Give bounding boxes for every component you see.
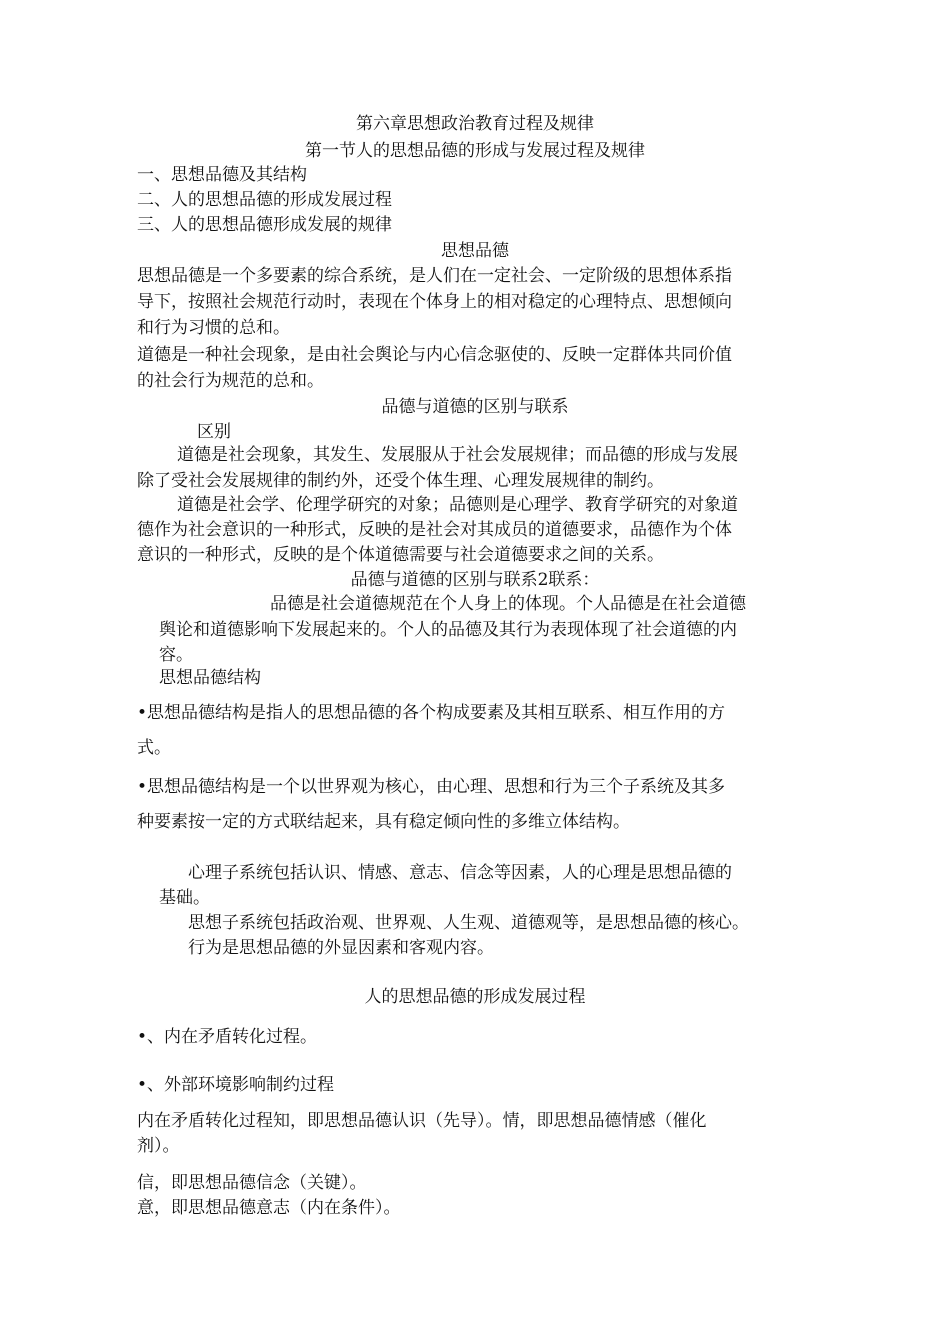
qubie-p2-line-1: 道德是社会学、伦理学研究的对象；品德则是心理学、教育学研究的对象道 [177, 495, 738, 515]
process-bullet-2: •、外部环境影响制约过程 [137, 1075, 335, 1095]
def-daode-line-1: 道德是一种社会现象，是由社会舆论与内心信念驱使的、反映一定群体共同价值 [137, 345, 732, 365]
heading-sixiang-pinde: 思想品德 [441, 241, 509, 261]
lianxi-line-3: 容。 [159, 645, 193, 665]
xinli-line-2: 基础。 [159, 888, 210, 908]
bullet-structure-1-line-1: •思想品德结构是指人的思想品德的各个构成要素及其相互联系、相互作用的方 [137, 703, 726, 723]
bullet-structure-2-line-1: •思想品德结构是一个以世界观为核心，由心理、思想和行为三个子系统及其多 [137, 777, 726, 797]
neizai-line-2: 剂）。 [137, 1136, 180, 1156]
def-pinde-line-1: 思想品德是一个多要素的综合系统，是人们在一定社会、一定阶级的思想体系指 [137, 266, 732, 286]
heading-structure: 思想品德结构 [159, 668, 261, 688]
neizai-line-1: 内在矛盾转化过程知，即思想品德认识（先导）。情，即思想品德情感（催化 [137, 1111, 707, 1131]
outline-item-3: 三、人的思想品德形成发展的规律 [137, 215, 392, 235]
outline-item-1: 一、思想品德及其结构 [137, 165, 307, 185]
outline-item-2: 二、人的思想品德的形成发展过程 [137, 190, 392, 210]
xin-line: 信，即思想品德信念（关键）。 [137, 1173, 367, 1193]
qubie-p1-line-1: 道德是社会现象，其发生、发展服从于社会发展规律；而品德的形成与发展 [177, 445, 738, 465]
heading-diff-relation: 品德与道德的区别与联系 [381, 397, 569, 417]
heading-process: 人的思想品德的形成发展过程 [364, 987, 586, 1007]
section-title: 第一节人的思想品德的形成与发展过程及规律 [305, 141, 645, 161]
label-qubie: 区别 [197, 422, 231, 442]
lianxi-line-2: 舆论和道德影响下发展起来的。个人的品德及其行为表现体现了社会道德的内 [159, 620, 737, 640]
sixiang-subsystem-line: 思想子系统包括政治观、世界观、人生观、道德观等，是思想品德的核心。 [188, 913, 749, 933]
process-bullet-1: •、内在矛盾转化过程。 [137, 1027, 318, 1047]
def-daode-line-2: 的社会行为规范的总和。 [137, 371, 324, 391]
def-pinde-line-3: 和行为习惯的总和。 [137, 318, 290, 338]
qubie-p1-line-2: 除了受社会发展规律的制约外，还受个体生理、心理发展规律的制约。 [137, 471, 664, 491]
xinli-line-1: 心理子系统包括认识、情感、意志、信念等因素，人的心理是思想品德的 [188, 863, 732, 883]
bullet-structure-2-line-2: 种要素按一定的方式联结起来，具有稳定倾向性的多维立体结构。 [137, 812, 630, 832]
chapter-title: 第六章思想政治教育过程及规律 [356, 114, 594, 134]
qubie-p2-line-3: 意识的一种形式，反映的是个体道德需要与社会道德要求之间的关系。 [137, 545, 664, 565]
heading-relation-2: 品德与道德的区别与联系2联系： [350, 570, 600, 590]
xingwei-line: 行为是思想品德的外显因素和客观内容。 [188, 938, 494, 958]
def-pinde-line-2: 导下，按照社会规范行动时，表现在个体身上的相对稳定的心理特点、思想倾向 [137, 292, 732, 312]
yi-line: 意，即思想品德意志（内在条件）。 [137, 1198, 401, 1218]
bullet-structure-1-line-2: 式。 [137, 738, 171, 758]
lianxi-line-1: 品德是社会道德规范在个人身上的体现。个人品德是在社会道德 [270, 594, 746, 614]
qubie-p2-line-2: 德作为社会意识的一种形式，反映的是社会对其成员的道德要求，品德作为个体 [137, 520, 732, 540]
